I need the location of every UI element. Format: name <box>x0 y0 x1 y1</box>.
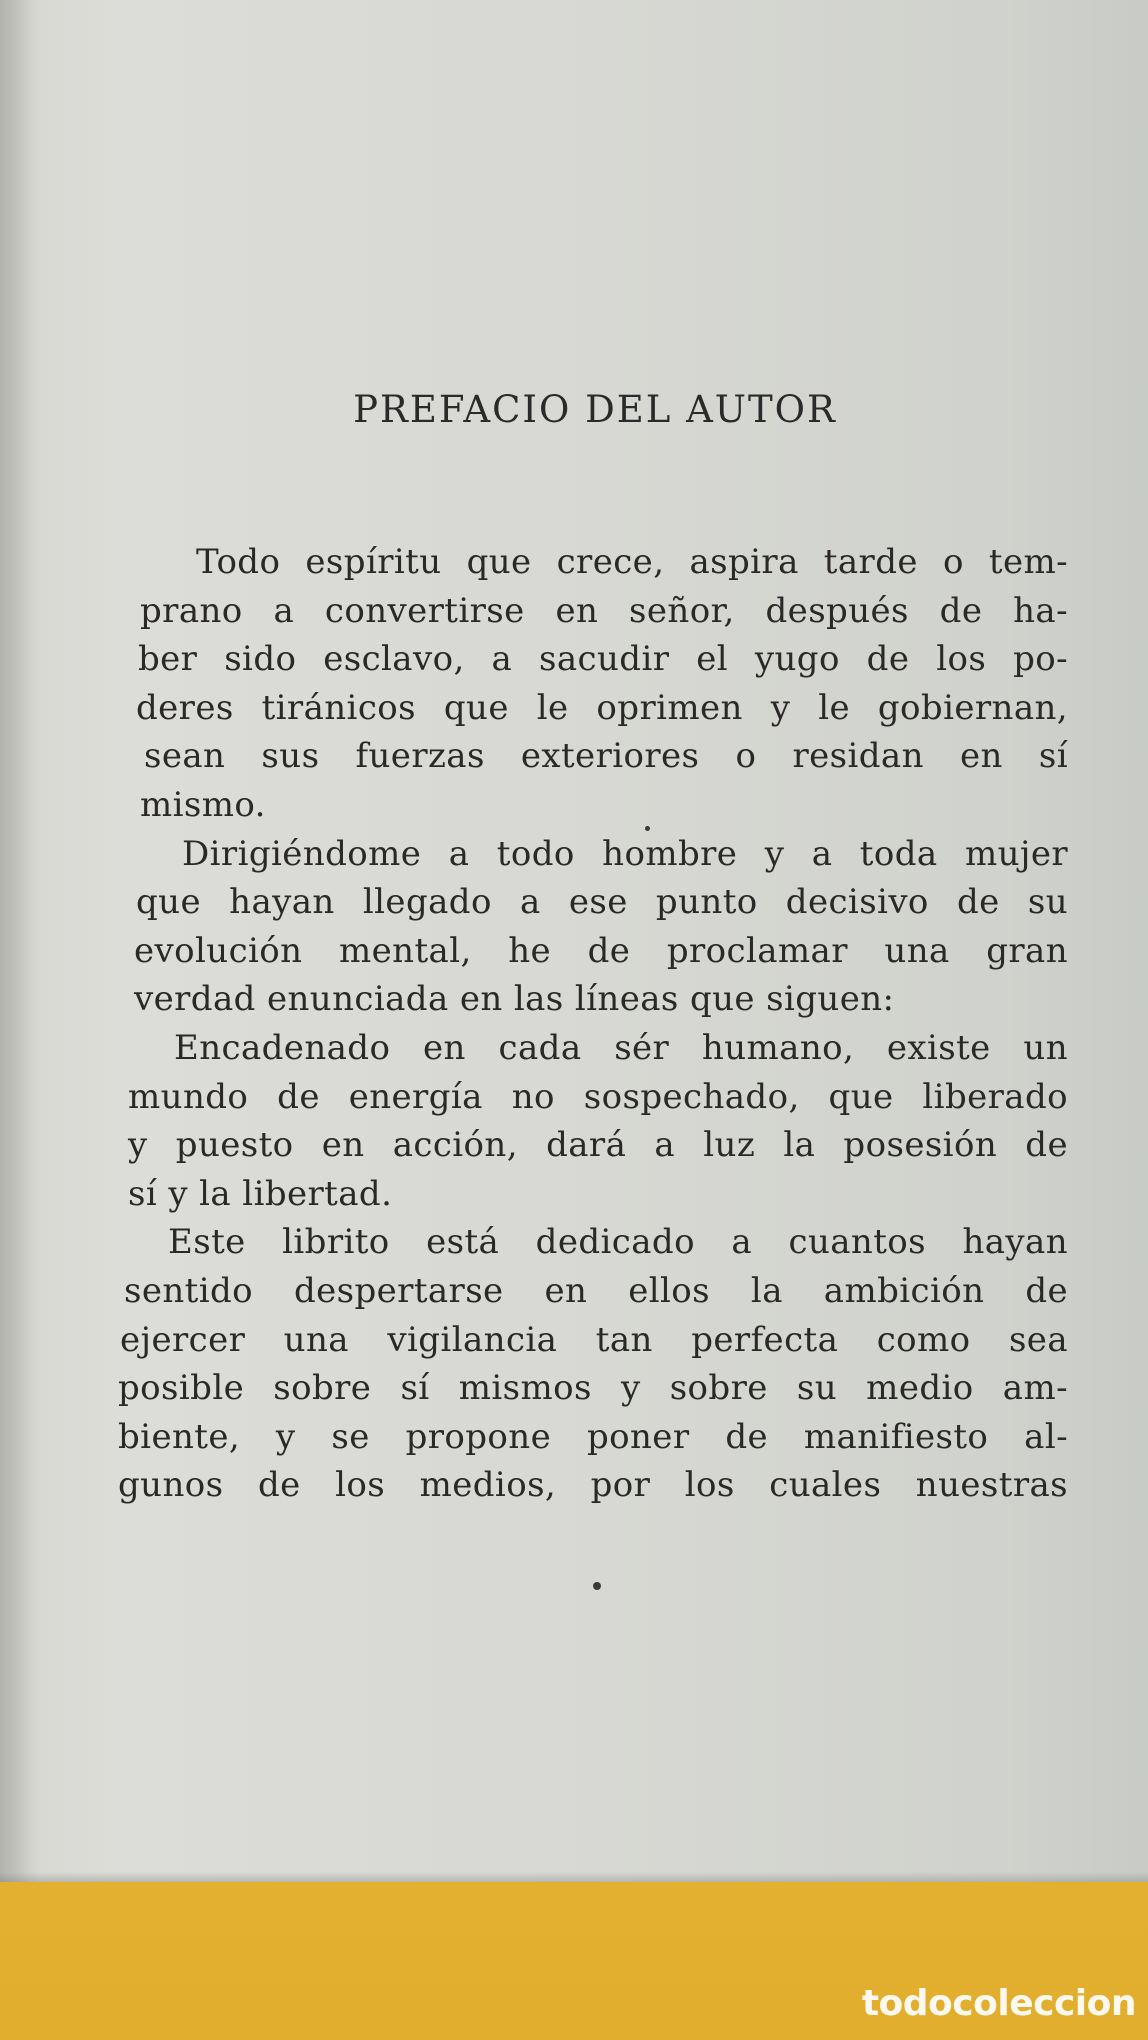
text-line: prano a convertirse en señor, después de ha- <box>140 590 1068 631</box>
text-line: sean sus fuerzas exteriores o residan en sí <box>144 736 1068 777</box>
text-line: verdad enunciada en las líneas que siguen: <box>134 979 895 1020</box>
text-line: Este librito está dedicado a cuantos hayan <box>168 1222 1068 1263</box>
text-line: mismo. <box>140 784 266 825</box>
text-line: evolución mental, he de proclamar una gran <box>134 930 1068 971</box>
page-dot-mark <box>593 1582 601 1590</box>
text-line: que hayan llegado a ese punto decisivo de su <box>136 882 1068 923</box>
text-line: Encadenado en cada sér humano, existe un <box>174 1027 1068 1068</box>
body-text <box>118 538 1068 1510</box>
watermark-logo: todocoleccion <box>861 1983 1136 2024</box>
text-line: gunos de los medios, por los cuales nuestras <box>118 1465 1068 1506</box>
text-line: ber sido esclavo, a sacudir el yugo de los po- <box>138 639 1068 680</box>
page-heading: PREFACIO DEL AUTOR <box>353 388 837 431</box>
text-line: biente, y se propone poner de manifiesto al- <box>118 1416 1068 1457</box>
text-line: sí y la libertad. <box>128 1173 393 1214</box>
text-line: posible sobre sí mismos y sobre su medio am- <box>118 1368 1068 1409</box>
text-line: Dirigiéndome a todo hombre y a toda mujer <box>182 833 1068 874</box>
text-line: deres tiránicos que le oprimen y le gobiernan, <box>136 687 1068 728</box>
text-line: Todo espíritu que crece, aspira tarde o tem- <box>196 542 1068 582</box>
text-line: mundo de energía no sospechado, que liberado <box>128 1076 1068 1117</box>
text-line: ejercer una vigilancia tan perfecta como sea <box>120 1319 1068 1360</box>
ink-speck <box>645 826 650 831</box>
text-line: sentido despertarse en ellos la ambición de <box>124 1270 1068 1311</box>
text-line: y puesto en acción, dará a luz la posesión de <box>128 1125 1068 1166</box>
